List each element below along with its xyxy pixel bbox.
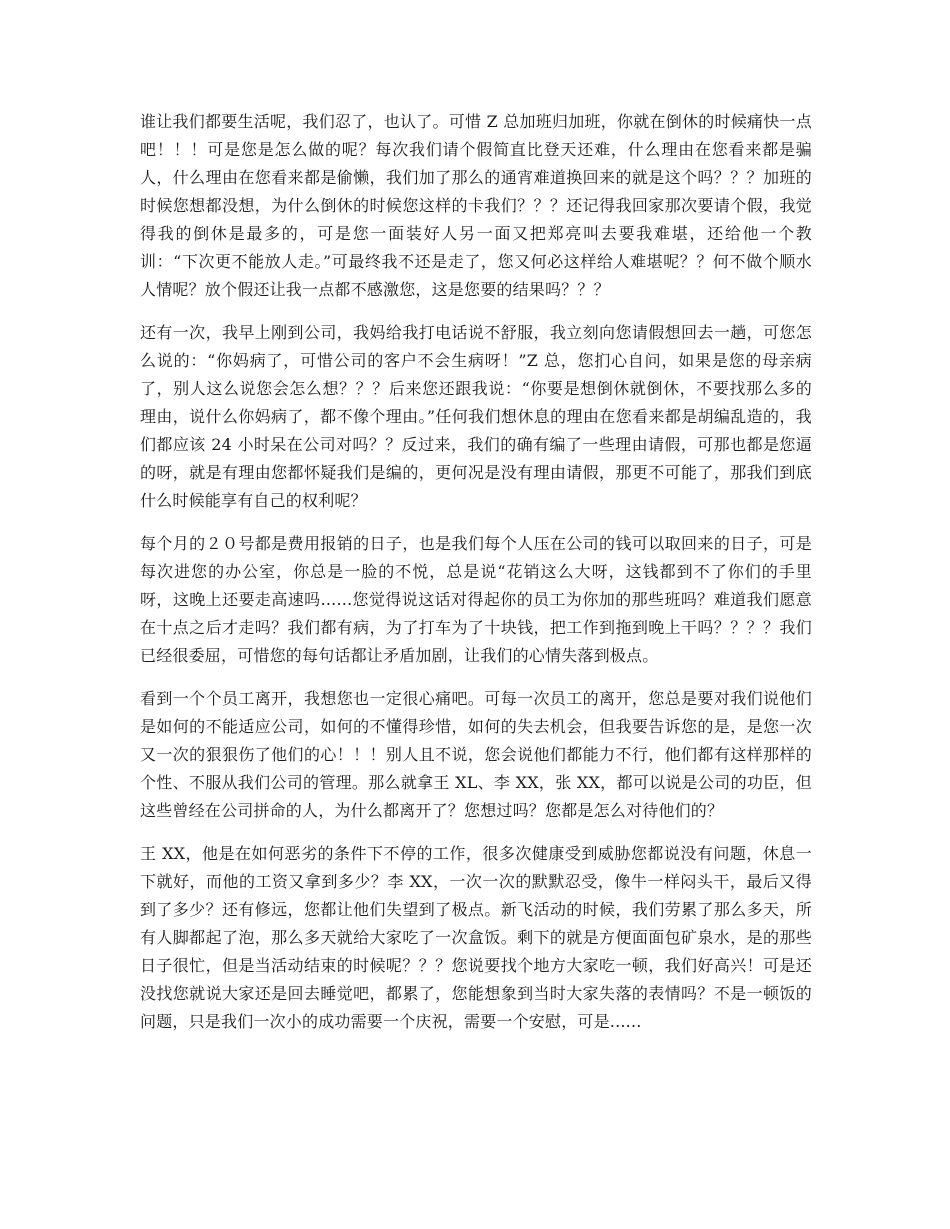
paragraph-5: 王 XX，他是在如何恶劣的条件下不停的工作，很多次健康受到威胁您都说没有问题，休息一下就好，而他的工资又拿到多少？李 XX，一次一次的默默忍受，像牛一样闷头干，最后又得到了多少？还有修远，您都让他们失望到了极点。新飞活动的时候，我们劳累了那么多天，所有人脚都起了泡，那么多天就给大家吃了一次盒饭。剩下的就是方便面面包矿泉水，是的那些日子很忙，但是当活动结束的时候呢？？？您说要找个地方大家吃一顿，我们好高兴！可是还没找您就说大家还是回去睡觉吧，都累了，您能想象到当时大家失落的表情吗？不是一顿饭的问题，只是我们一次小的成功需要一个庆祝，需要一个安慰，可是...... [140,844,812,1031]
paragraph-2: 还有一次，我早上刚到公司，我妈给我打电话说不舒服，我立刻向您请假想回去一趟，可您怎么说的：“你妈病了，可惜公司的客户不会生病呀！”Z 总，您扪心自问，如果是您的母亲病了，别人这么说您会怎么想？？？后来您还跟我说：“你要是想倒休就倒休，不要找那么多的理由，说什么你妈病了，都不像个理由。”任何我们想休息的理由在您看来都是胡编乱造的，我们都应该 24 小时呆在公司对吗？？反过来，我们的确有编了一些理由请假，可那也都是您逼的呀，就是有理由您都怀疑我们是编的，更何况是没有理由请假，那更不可能了，那我们到底什么时候能享有自己的权利呢？ [140,323,812,510]
paragraph-1: 谁让我们都要生活呢，我们忍了，也认了。可惜 Z 总加班归加班，你就在倒休的时候痛快一点吧！！！可是您是怎么做的呢？每次我们请个假简直比登天还难，什么理由在您看来都是骗人，什么理由在您看来都是偷懒，我们加了那么的通宵难道换回来的就是这个吗？？？加班的时候您想都没想，为什么倒休的时候您这样的卡我们？？？还记得我回家那次要请个假，我觉得我的倒休是最多的，可是您一面装好人另一面又把郑亮叫去要我难堪，还给他一个教训：“下次更不能放人走。”可最终我不还是走了，您又何必这样给人难堪呢？？何不做个顺水人情呢？放个假还让我一点都不感激您，这是您要的结果吗？？？ [140,112,812,299]
document-body [140,108,812,1051]
paragraph-4: 看到一个个员工离开，我想您也一定很心痛吧。可每一次员工的离开，您总是要对我们说他们是如何的不能适应公司，如何的不懂得珍惜，如何的失去机会，但我要告诉您的是，是您一次又一次的狠狠伤了他们的心！！！别人且不说，您会说他们都能力不行，他们都有这样那样的个性、不服从我们公司的管理。那么就拿王 XL、李 XX，张 XX，都可以说是公司的功臣，但这些曾经在公司拼命的人，为什么都离开了？您想过吗？您都是怎么对待他们的？ [140,689,812,820]
paragraph-3: 每个月的２０号都是费用报销的日子，也是我们每个人压在公司的钱可以取回来的日子，可是每次进您的办公室，你总是一脸的不悦，总是说“花销这么大呀，这钱都到不了你们的手里呀，这晚上还要走高速吗......您觉得说这话对得起你的员工为你加的那些班吗？难道我们愿意在十点之后才走吗？我们都有病，为了打车为了十块钱，把工作到拖到晚上干吗？？？？我们已经很委屈，可惜您的每句话都让矛盾加剧，让我们的心情失落到极点。 [140,534,812,665]
